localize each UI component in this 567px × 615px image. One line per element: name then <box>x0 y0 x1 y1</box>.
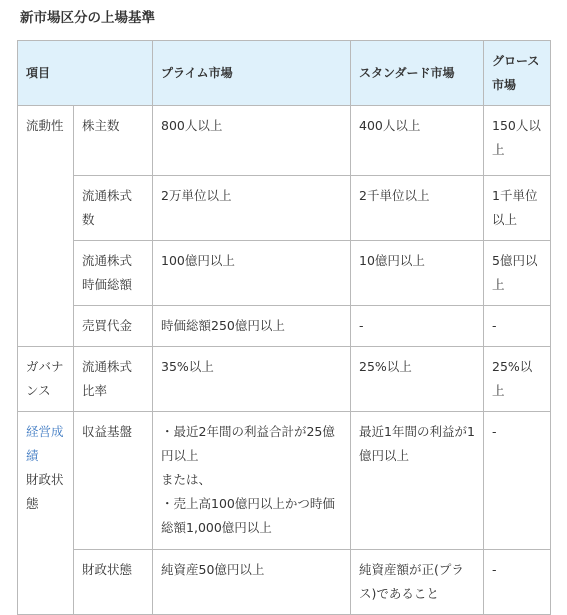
row-label: 株主数 <box>74 106 153 176</box>
cell-growth: 25%以上 <box>484 347 551 412</box>
table-row <box>18 550 551 615</box>
row-label: 流通株式比率 <box>74 347 153 412</box>
group-performance-a: 経営成績 <box>26 424 64 463</box>
cell-growth: - <box>484 550 551 615</box>
cell-standard: 2千単位以上 <box>351 176 484 241</box>
cell-growth: 1千単位以上 <box>484 176 551 241</box>
cell-prime: 100億円以上 <box>153 241 351 306</box>
table-header-row <box>18 41 551 106</box>
prime-condition-2: ・売上高100億円以上かつ時価総額1,000億円以上 <box>161 496 335 535</box>
cell-standard: - <box>351 306 484 347</box>
cell-growth: 150人以上 <box>484 106 551 176</box>
prime-condition-1: ・最近2年間の利益合計が25億円以上 <box>161 424 335 463</box>
row-label: 収益基盤 <box>74 412 153 550</box>
cell-growth: - <box>484 412 551 550</box>
group-governance: ガバナンス <box>18 347 74 412</box>
group-liquidity: 流動性 <box>18 106 74 347</box>
header-standard: スタンダード市場 <box>351 41 484 106</box>
cell-standard: 純資産額が正(プラス)であること <box>351 550 484 615</box>
cell-growth: 5億円以上 <box>484 241 551 306</box>
header-prime: プライム市場 <box>153 41 351 106</box>
group-performance <box>18 412 74 615</box>
header-growth: グロース市場 <box>484 41 551 106</box>
header-item: 項目 <box>18 41 153 106</box>
cell-standard: 最近1年間の利益が1億円以上 <box>351 412 484 550</box>
row-label: 売買代金 <box>74 306 153 347</box>
group-performance-b: 財政状態 <box>26 472 64 511</box>
cell-prime: 800人以上 <box>153 106 351 176</box>
listing-criteria-table <box>17 40 551 615</box>
table-row <box>18 106 551 176</box>
cell-standard: 25%以上 <box>351 347 484 412</box>
table-row <box>18 347 551 412</box>
cell-prime <box>153 412 351 550</box>
table-row <box>18 176 551 241</box>
row-label: 流通株式数 <box>74 176 153 241</box>
cell-prime: 純資産50億円以上 <box>153 550 351 615</box>
cell-prime: 2万単位以上 <box>153 176 351 241</box>
row-label: 流通株式時価総額 <box>74 241 153 306</box>
cell-prime: 35%以上 <box>153 347 351 412</box>
page-title: 新市場区分の上場基準 <box>20 10 155 26</box>
cell-standard: 400人以上 <box>351 106 484 176</box>
table-row <box>18 241 551 306</box>
cell-prime: 時価総額250億円以上 <box>153 306 351 347</box>
prime-condition-or: または、 <box>161 472 212 487</box>
table-row <box>18 412 551 550</box>
cell-standard: 10億円以上 <box>351 241 484 306</box>
cell-growth: - <box>484 306 551 347</box>
table-row <box>18 306 551 347</box>
row-label: 財政状態 <box>74 550 153 615</box>
